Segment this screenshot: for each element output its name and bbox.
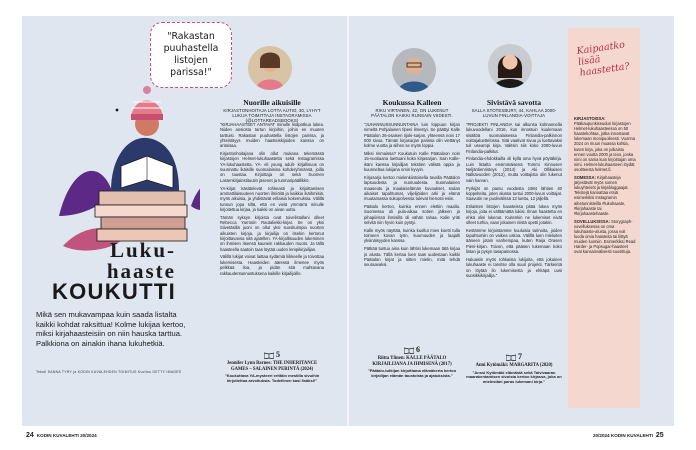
column-role: RIKU VIRTANEN, 42, ON LUKENUT PÄÄTALON KAIKKI RUNSAIN VIIDESTI. (371, 108, 453, 119)
column-head-1 (220, 98, 324, 124)
paragraph: Tämän syksyn kirjoista ovat toivelistallani olleet Rebecca Yarrosin Rautaliekki-kirjat. Se on yksi Siivetäsillä juoni on ollut yksi suosituimpia nuorten aikuisten kirjoja, ja kirjailija on itsekin kertonut kirjoittavansa sitä ajatellen. YA-kirjallisuuden lukeminen on ihmisen itsensä kaunein rakkauden muoto. Ja tällä haasteella saatoin taas löytää uuden lempikirjailijan. (220, 214, 324, 252)
footer-right (593, 432, 664, 439)
paragraph: Finlandia-ehdokkailla oli kyllä oma hyvä pöytäkirja. Luin listalta ensimmäisenä Tommi Kinnusen Neljäntienristeys (2014) ja Aki Ollikaisen Nälkävuoden (2012), mutta voittajista olin lukenut vain harvan. (466, 156, 562, 183)
book-meta: Riitta Ylinen: KALLE PÄÄTALO KIRJAILIJANA JA IHMISENÄ (2017) (372, 356, 452, 367)
intro-text: Mikä sen mukavampaa kuin saada listalta kaikki kohdat raksittua! Kolme lukijaa kertoo, miksi kirjahaasteisiin on niin hauska tarttua. Palkkiona on ainakin ihana lukuhetkiä. (36, 310, 186, 348)
sidebar-box (568, 28, 640, 408)
book-quote: "Koukuttava YA-mysteeri erittäin mestilla sivuihin kirjoitettua arvoituksia. Todellinen kasi lisäksi!" (224, 373, 320, 383)
headline-line-1: Luku- (109, 238, 176, 262)
paragraph: Kestämme kirjoistamme kuuluisia tarinoita, joiden tapahtumiin on vaikea uskoa. Välillä luen mieluiten ääneen jotain vanhempaa, kuten Raija Orasen Pieni-kirjan. Toivon, että pääsen lukemaan koko listan ja pysyn tasapainossa. (466, 227, 562, 255)
paragraph: Haluaisin myös rohkaista lukijoita, että jokainen lukuhaaste ei tarvitse olla suuri projekti. Tärkeintä on löytää ilo lukemisesta ja ehkäpä uusi suosikkikirjailija." (466, 256, 562, 278)
portrait-riku (392, 48, 436, 92)
paragraph: Pyrkijät on pantu vuodesta 1984 lähtien 40 koppelteita, joten alussa tuntui 2000-luvun voittajat. Saavutin ne puolivälissä 13 luettu, 12 jäljellä. (466, 185, 562, 202)
column-head-2 (364, 98, 460, 118)
page-number-left: 24 (26, 432, 34, 439)
book-quote: "Päätalo-tutkijan kirjoittama elämäkerta kertoo kirjailijan elämän taustoista ja ajatuksista." (367, 368, 457, 378)
paragraph: Välillä lukijat voivat laittaa sydämiä liikkeelle ja toivottaa lukemisesta. Haasteiden ääressä ilmenee myös pelkkää iloa, ja pidän sitä mahtavana rakkaudentunnustuksena kaikille kirjailijoille. (220, 254, 324, 276)
column-head-3 (466, 98, 562, 118)
sidebar-text (574, 116, 636, 257)
book-number: 6 (416, 345, 420, 354)
article-column-2 (364, 122, 460, 342)
column-title: Koukussa Kalleen (382, 98, 442, 107)
book-quote: "Anssi Kytömäki elämästä sekä Talvivaaran maarakentamisen sivuista kertoo kirjassa, joka on mielestäni paras lukemani kirja." (466, 369, 562, 385)
paragraph: "PROJEKTI FINLANDIA sai alkunsa kolmannella lukuvuodellani 2016, kun innostuin kuulemaan sisältöä suomalaisessa Finlandia-palkinnon voittajaluettelossa. Sitä vaativat sivua ja luettavaksi tuli useampi kirja. Valitsin siis koko 2000-luvun Finlandia-palkitut. (466, 122, 562, 154)
sidebar-section-text: Kirjahaasteja järjestävät myös somen lukuyhteisöt ja kirjabloggaajat. Tekstejä kannattaa etsiä esimerkiksi Instagramin aihetunnisteilla #lukuhaaste, #kirjahaaste tai #kirjahaastehaaste. (574, 175, 629, 216)
footer-left (26, 432, 97, 439)
footer-right-text: 20/2024 KODIN KUVALEHTI (593, 433, 653, 438)
open-book-icon (404, 347, 414, 354)
portrait-lotta (248, 46, 292, 90)
paragraph: Erilaisten listojen haasteissa pitää lukea myös kirjoja, joita ei välttämättä lukisi. Ilman haastetta en ehkä olisi lukenut. Kuitenkin ne lukemiset eivät olleet turhia, vaan jokainen niistä opetti jotakin. (466, 203, 562, 226)
sidebar-title: Kaipaatko lisää haastetta? (575, 39, 631, 79)
paragraph: Pätkää tuntuu aina kuin lähtisi lukemaan tätä kirjaa jo alusta. Tällä kertaa luen taas uudestaan kaikki Päätalon kirjat ja sitten mietin, mitä tehdä seuraavaksi. (364, 246, 460, 268)
book-meta: Jennifer Lynn Barnes: THE INHERITANCE GAMES – SALAINEN PERINTÄ (2024) (226, 361, 318, 372)
book-number-row (364, 345, 460, 354)
sidebar-section (574, 219, 636, 255)
column-role: SALLA STOTESBURY, 44, KAHLAA 2000-LUVUN FINLANDIA-VOITTAJA (471, 108, 557, 119)
headline-line-2: haaste (106, 259, 176, 283)
sidebar-heading: SOVELLUKSISSA: (574, 218, 610, 224)
book-number-row (220, 350, 324, 359)
book-number: 7 (518, 352, 522, 361)
pull-quote: "Rakastan puuhastella listojen parissa!" (163, 31, 219, 78)
paragraph: "JUHANNUSSUNNUNTAINA luin loppuun kirjan nimeltä Pohjalainen Ilpeni ilmestyi. Se päättyi Kalle Päätalon 26-osaisen Iijoki-sarjan, yhteensä noin 17 000 sivua. Tämän kirjasarjan parissa olin viettänyt kolme vuotta ja siihen se myös loppui. (364, 122, 460, 149)
book-recommendation-6 (364, 345, 460, 379)
sidebar-section-text: Pääkaupunkiseudun kirjastojen Helmet-lukuhaasteessa on 50 haastekohtaa, jotka innostavat lukemaan monipuolisesti. Vuonna 2024 on muun muassa kohtia, kuten kirja, joka on julkaistu ennen vuotta 2000 ja teos, jonka nimi on sama kuin kirjoittajan oma nimi. Helmet-lukuhaasteen löydät osoitteesta helmet.fi. (574, 121, 636, 172)
column-role: KIRJASTONHOITAJA LOTTA AUTIO, 30, LYHYT LUKIJA TOIMITTAJA INSTAGRAMISSA (@LOTTAREADSBOOKS) (223, 108, 321, 124)
open-book-icon (506, 354, 516, 361)
sidebar-section (574, 175, 636, 216)
paragraph: Kirjasarja kertoo mielenkiintoisella tavalla Päätalon lapsuudesta ja nuoruudesta. Suomalainen maaseutu ja maalaiselämän kuvaukset, sodan aikaiset tapahtumat, viljelijöiden arki ja elämä muutamassa sukupolvessa tulevat hienosti esiin. (364, 174, 460, 202)
credits: Teksti SANNA TYRY ja KODIN KUVALEHDEN TOIMITUS Kuvitus GETTY IMAGES (36, 370, 182, 374)
portrait-salla (488, 44, 532, 88)
column-title: Sivistävä savotta (486, 98, 542, 107)
footer-left-text: KODIN KUVALEHTI 20/2024 (36, 433, 97, 438)
paragraph: "KIRJAHAASTEET ANTAVAT minulle lisäpotkua lukea. Niiden ansiosta tartun kirjoihin, joihin en muuten tarttuisi. Rakastan puuhastella listojen parissa, ja yhteistityys muiden haasteiskijoiden kanssa on antoisaa. (220, 122, 324, 149)
paragraph: YA-kirjat käsittelevät rohkeasti ja kirjoittamisen ammattilaisuuteen nuorten ilmiöitä ja kaikkia ikäihmisiä, myös aikuisia, ja yhdistävät erilaisia kokemuksia. Välillä tunnun jopa siltä, että en vielä ymmärrä minulle kirjoitettua kirjaa, ja kaikki on aivan uutta. (220, 185, 324, 212)
paragraph: Kirjastonhoitajana olin ollut mukana tekemässä kirjastojen Helmet-lukuhaastetta sekä Instagramissa YA-lukuhaastetta. YA- eli young adult- kirjallisuus on suunnattu ikäisille suomalaisina kohderyhmänsä, joilla on taustaa. Kirjoittaja on sekä Suomen Lastenkirjainstituutin jäsenet ja tuomaripäällikkö. (220, 151, 324, 183)
open-book-icon (264, 352, 274, 359)
paragraph: Miksi Iinmaissa? Koukutuin Kalle Päätaloon noin 15-vuotiaana luettuani koko kirjasarjan. Sain Kalle-ikäni kanssa kirjailijan tekstien välistä oppia ja kuunneltua lukijana omin kyvyin. (364, 151, 460, 173)
paragraph: Päätalo kertoo, kuinka ennen elettiin maalla. Suomessa oli pula-aikaa sotien jälkeen ja pihapiirissä ihmisillä oli vähän rahaa. Kalle yritti selvitä niin hyvin kuin pystyi. (364, 203, 460, 226)
headline-line-3: KOUKUTTI (51, 279, 176, 304)
sidebar-section (574, 116, 636, 172)
article-column-3 (466, 122, 562, 347)
book-number-row (466, 352, 562, 361)
sidebar-heading: KIRJASTOISSA: (574, 116, 606, 121)
book-recommendation-7 (466, 352, 562, 385)
sidebar-section-text: Storygraph-sovelluksessa on oma lukuhaaste-alusta, jossa voit luoda omia haasteita tai liittyä muiden luomiin. Esimerkiksi Read Harder- ja Popsugar-haasteet ovat kansainvälisesti suosittuja. (574, 218, 636, 255)
article-column-1 (220, 122, 324, 342)
book-number: 5 (276, 350, 280, 359)
book-recommendation-5 (220, 350, 324, 384)
headline (48, 240, 176, 303)
book-meta: Anni Kytömäki: MARGARITA (2020) (475, 363, 553, 368)
page-number-right: 25 (655, 432, 664, 439)
column-title: Nuorille aikuisille (243, 98, 301, 107)
paragraph: Kalle myös näyttää, kuinka kuollut mies koetti tulla toimeen kovan työn, kuumuuden ja laajalti yksinäisyyden kanssa. (364, 227, 460, 244)
sidebar-heading: SOMESSA: (574, 175, 596, 181)
quote-bubble (150, 22, 232, 88)
